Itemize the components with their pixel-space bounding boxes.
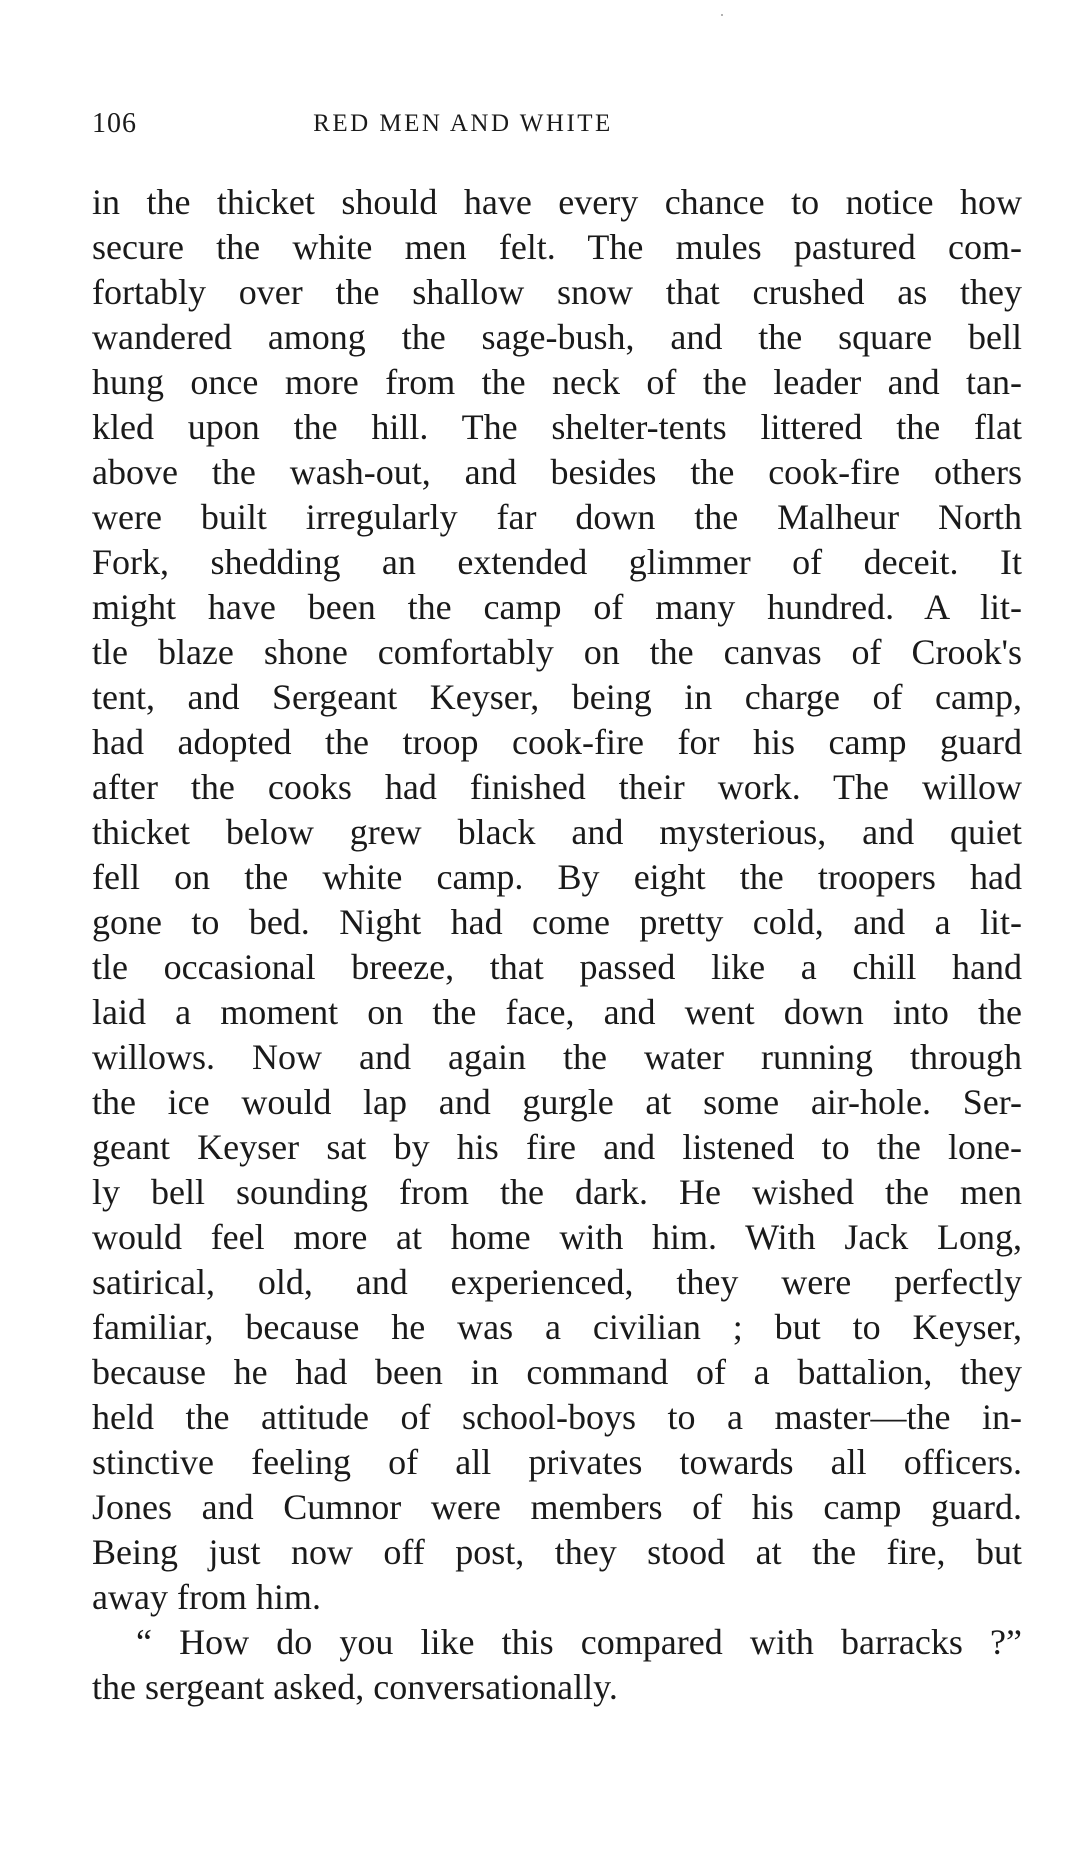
text-line: fell on the white camp. By eight the troopers had	[92, 857, 1022, 897]
text-line: wandered among the sage-bush, and the square bell	[92, 317, 1022, 357]
text-line: geant Keyser sat by his fire and listened to the lone-	[92, 1127, 1022, 1167]
text-line: in the thicket should have every chance to notice how	[92, 182, 1022, 222]
text-line: secure the white men felt. The mules pastured com-	[92, 227, 1022, 267]
text-line: tent, and Sergeant Keyser, being in charge of camp,	[92, 677, 1022, 717]
text-line: thicket below grew black and mysterious, and quiet	[92, 812, 1022, 852]
text-line: after the cooks had finished their work. The willow	[92, 767, 1022, 807]
text-line: would feel more at home with him. With Jack Long,	[92, 1217, 1022, 1257]
text-line: laid a moment on the face, and went down into the	[92, 992, 1022, 1032]
text-line: hung once more from the neck of the leader and tan-	[92, 362, 1022, 402]
text-line: Being just now off post, they stood at the fire, but	[92, 1532, 1022, 1572]
text-line: were built irregularly far down the Malheur North	[92, 497, 1022, 537]
running-head	[92, 108, 1022, 144]
text-line: “ How do you like this compared with barracks ?”	[136, 1622, 1022, 1662]
text-line: might have been the camp of many hundred. A lit-	[92, 587, 1022, 627]
text-line: tle blaze shone comfortably on the canvas of Crook's	[92, 632, 1022, 672]
text-line: ly bell sounding from the dark. He wished the men	[92, 1172, 1022, 1212]
page-number: 106	[92, 108, 137, 139]
text-line: the sergeant asked, conversationally.	[92, 1667, 618, 1707]
text-line: gone to bed. Night had come pretty cold, and a lit-	[92, 902, 1022, 942]
text-line: fortably over the shallow snow that crushed as they	[92, 272, 1022, 312]
text-line: because he had been in command of a battalion, they	[92, 1352, 1022, 1392]
paper-speck	[721, 14, 723, 16]
text-line: Fork, shedding an extended glimmer of deceit. It	[92, 542, 1022, 582]
text-line: satirical, old, and experienced, they were perfectly	[92, 1262, 1022, 1302]
text-line: kled upon the hill. The shelter-tents littered the flat	[92, 407, 1022, 447]
text-line: familiar, because he was a civilian ; but to Keyser,	[92, 1307, 1022, 1347]
text-line: Jones and Cumnor were members of his camp guard.	[92, 1487, 1022, 1527]
text-line: willows. Now and again the water running through	[92, 1037, 1022, 1077]
body-text	[92, 180, 1022, 1710]
text-line: above the wash-out, and besides the cook-fire others	[92, 452, 1022, 492]
text-line: away from him.	[92, 1577, 321, 1617]
text-line: stinctive feeling of all privates towards all officers.	[92, 1442, 1022, 1482]
text-line: tle occasional breeze, that passed like a chill hand	[92, 947, 1022, 987]
text-line: held the attitude of school-boys to a master—the in-	[92, 1397, 1022, 1437]
text-line: had adopted the troop cook-fire for his camp guard	[92, 722, 1022, 762]
text-line: the ice would lap and gurgle at some air-hole. Ser-	[92, 1082, 1022, 1122]
running-title: RED MEN AND WHITE	[313, 110, 613, 137]
